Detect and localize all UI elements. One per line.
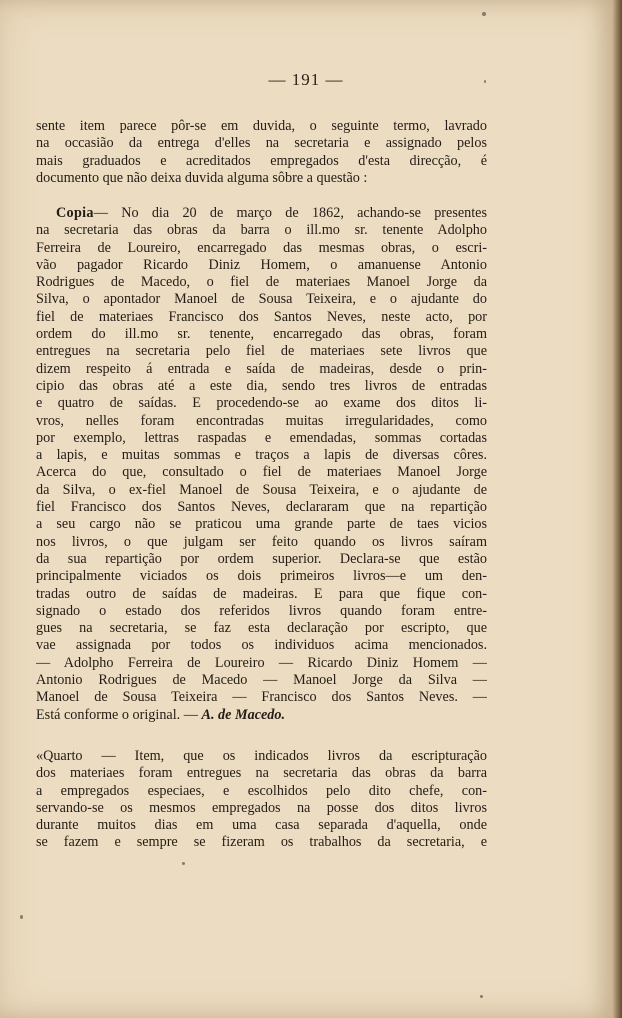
copia-lead: Copia [56, 205, 94, 221]
text-fragment: Está conforme o original. — [36, 706, 198, 723]
text-line: vão pagador Ricardo Diniz Homem, o amanuense Antonio [36, 256, 487, 273]
text-line: fiel Francisco dos Santos Neves, declararam que na repartição [36, 499, 487, 516]
ink-spot [482, 12, 486, 16]
paragraph-quarto [36, 748, 487, 852]
text-fragment: — No dia 20 de março de 1862, achando-se presentes [93, 205, 487, 221]
text-line: nos livros, o que julgam ser feito quando os livros saíram [36, 533, 487, 550]
text-line: principalmente viciados os dois primeiros livros—e um den- [36, 568, 487, 585]
text-line: Ferreira de Loureiro, encarregado das mesmas obras, o escri- [36, 239, 487, 256]
ink-spot [484, 80, 486, 83]
text-line: Manoel de Sousa Teixeira — Francisco dos Santos Neves. — [36, 689, 487, 706]
text-line: Antonio Rodrigues de Macedo — Manoel Jorge da Silva — [36, 672, 487, 689]
ink-spot [182, 862, 185, 865]
paragraph-1 [36, 118, 487, 187]
text-line: tradas outro de saídas de madeiras. E para que fique con- [36, 585, 487, 602]
text-line: por exemplo, lettras raspadas e emendadas, sommas cortadas [36, 429, 487, 446]
text-line: e quatro de saídas. E procedendo-se ao exame dos ditos li- [36, 395, 487, 412]
text-line: da sua repartição por ordem superior. Declara-se que estão [36, 550, 487, 567]
text-line: servando-se os mesmos empregados na posse dos ditos livros [36, 799, 487, 816]
ink-spot [480, 995, 483, 998]
text-line: Silva, o apontador Manoel de Sousa Teixeira, e o ajudante do [36, 291, 487, 308]
text-line: ordem do ill.mo sr. tenente, encarregado das obras, foram [36, 326, 487, 343]
text-line: «Quarto — Item, que os indicados livros da escripturação [36, 748, 487, 764]
text-line: gues na secretaria, se faz esta declaração por escripto, que [36, 620, 487, 637]
text-line: mais graduados e acreditados empregados d'esta direcção, é [36, 152, 487, 169]
paragraph-copia [36, 205, 487, 724]
text-line: — Adolpho Ferreira de Loureiro — Ricardo Diniz Homem — [36, 654, 487, 671]
ink-spot [20, 915, 23, 919]
text-line: dizem respeito á entrada e saída de madeiras, desde o prin- [36, 360, 487, 377]
text-line: Acerca do que, consultado o fiel de materiaes Manoel Jorge [36, 464, 487, 481]
text-line: documento que não deixa duvida alguma sôbre a questão : [36, 169, 368, 186]
text-line: vros, nelles foram encontradas muitas irregularidades, como [36, 412, 487, 429]
text-line: vae assignada por todos os individuos acima mencionados. [36, 637, 487, 654]
text-line: signado o estado dos referidos livros quando foram entre- [36, 602, 487, 619]
page-edge [612, 0, 622, 1018]
text-line: a seu cargo não se praticou uma grande parte de taes vicios [36, 516, 487, 533]
text-line: da Silva, o ex-fiel Manoel de Sousa Teixeira, e o ajudante de [36, 481, 487, 498]
text-line: durante muitos dias em uma casa separada d'aquella, onde [36, 817, 487, 834]
text-line [36, 205, 487, 222]
text-line: se fazem e sempre se fizeram os trabalhos da secretaria, e [36, 834, 487, 851]
text-line: na secretaria das obras da barra o ill.mo sr. tenente Adolpho [36, 222, 487, 239]
text-line: dos materiaes foram entregues na secretaria das obras da barra [36, 765, 487, 782]
page-number: — 191 — [268, 70, 344, 89]
text-line: entregues na secretaria pelo fiel de materiaes sete livros que [36, 343, 487, 360]
text-line: sente item parece pôr-se em duvida, o seguinte termo, lavrado [36, 118, 487, 134]
text-line: na occasião da entrega d'elles na secretaria e assignado pelos [36, 135, 487, 152]
text-line: a empregados especiaes, e escolhidos pelo dito chefe, con- [36, 782, 487, 799]
text-line [36, 707, 487, 724]
text-line: a lapis, e muitas sommas e traços a lapis de diversas côres. [36, 447, 487, 464]
signature-text: A. de Macedo. [201, 706, 286, 723]
text-line: fiel de materiaes Francisco dos Santos Neves, neste acto, por [36, 308, 487, 325]
text-line: cipio das obras até a este dia, sendo tres livros de entradas [36, 377, 487, 394]
text-line: Rodrigues de Macedo, o fiel de materiaes Manoel Jorge da [36, 274, 487, 291]
